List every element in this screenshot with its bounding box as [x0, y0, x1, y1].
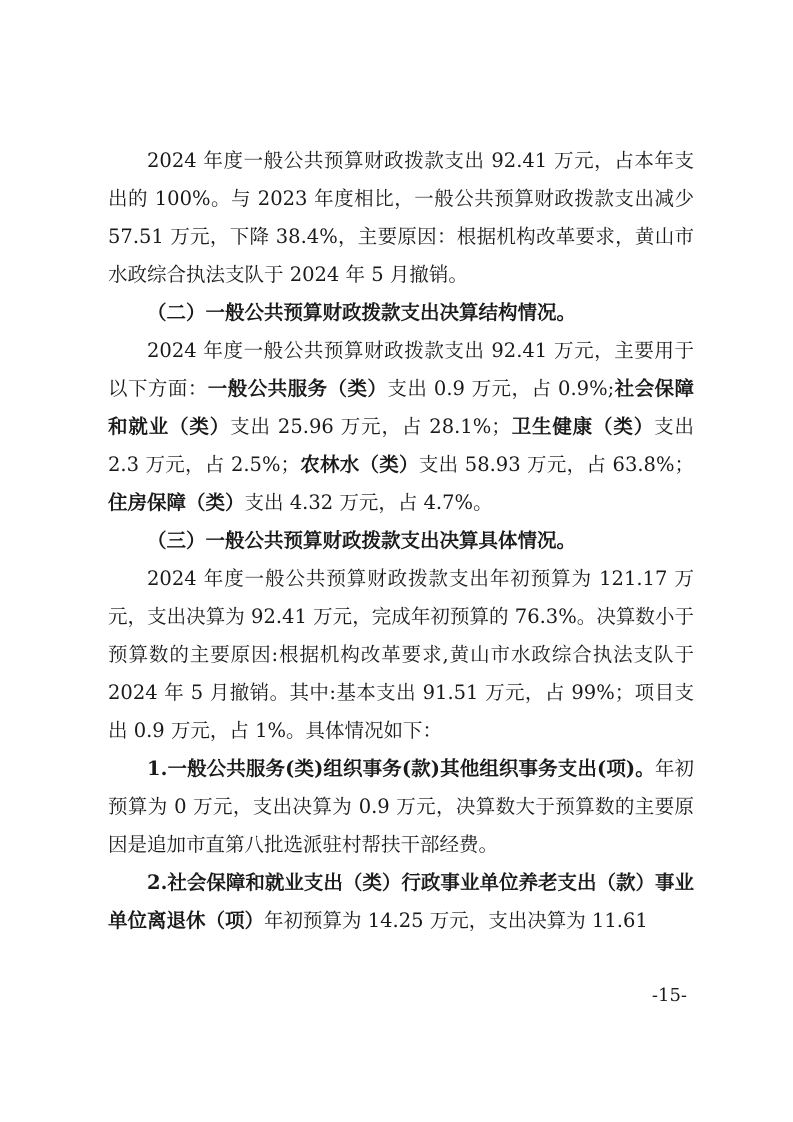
category-agriculture: 农林水（类） — [300, 453, 419, 476]
paragraph-structure — [108, 332, 694, 522]
category-health: 卫生健康（类） — [510, 415, 655, 438]
category-housing-amount: 支出 4.32 万元，占 4.7%。 — [244, 491, 493, 514]
page-number: -15- — [651, 985, 687, 1006]
document-body — [108, 142, 694, 940]
section-heading-structure: （二）一般公共预算财政拨款支出决算结构情况。 — [147, 301, 577, 324]
item-2-text: 年初预算为 14.25 万元，支出决算为 11.61 — [264, 909, 648, 932]
category-housing: 住房保障（类） — [108, 491, 245, 514]
category-social-security: 社会保障和就业（类） — [108, 377, 694, 438]
category-social-security-amount: 支出 25.96 万元，占 28.1%； — [230, 415, 511, 438]
item-1-text: 年初预算为 0 万元，支出决算为 0.9 万元，决算数大于预算数的主要原因是追加市直第八批选派驻村帮扶干部经费。 — [108, 757, 694, 856]
category-health-amount: 支出 2.3 万元，占 2.5%； — [108, 415, 694, 476]
paragraph-item-2 — [108, 864, 694, 940]
structure-intro: 2024 年度一般公共预算财政拨款支出 92.41 万元，主要用于以下方面： — [108, 339, 694, 400]
category-general-public-services-amount: 支出 0.9 万元，占 0.9%; — [387, 377, 615, 400]
item-1-title: 1.一般公共服务(类)组织事务(款)其他组织事务支出(项)。 — [147, 757, 655, 780]
paragraph-summary: 2024 年度一般公共预算财政拨款支出 92.41 万元，占本年支出的 100%。与 2023 年度相比，一般公共预算财政拨款支出减少 57.51 万元，下降 38.4%，主要原因：根据机构改革要求，黄山市水政综合执法支队于 2024 年 5 月撤销。 — [108, 149, 694, 286]
section-heading-details: （三）一般公共预算财政拨款支出决算具体情况。 — [147, 529, 577, 552]
paragraph-details: 2024 年度一般公共预算财政拨款支出年初预算为 121.17 万元，支出决算为 92.41 万元，完成年初预算的 76.3%。决算数小于预算数的主要原因:根据机构改革要求,黄山市水政综合执法支队于 2024 年 5 月撤销。其中:基本支出 91.51 万元，占 99%；项目支出 0.9 万元，占 1%。具体情况如下： — [108, 567, 694, 742]
category-general-public-services: 一般公共服务（类） — [207, 377, 388, 400]
item-2-title: 2.社会保障和就业支出（类）行政事业单位养老支出（款）事业单位离退休（项） — [108, 871, 694, 932]
paragraph-item-1 — [108, 750, 694, 864]
category-agriculture-amount: 支出 58.93 万元，占 63.8%； — [418, 453, 694, 476]
